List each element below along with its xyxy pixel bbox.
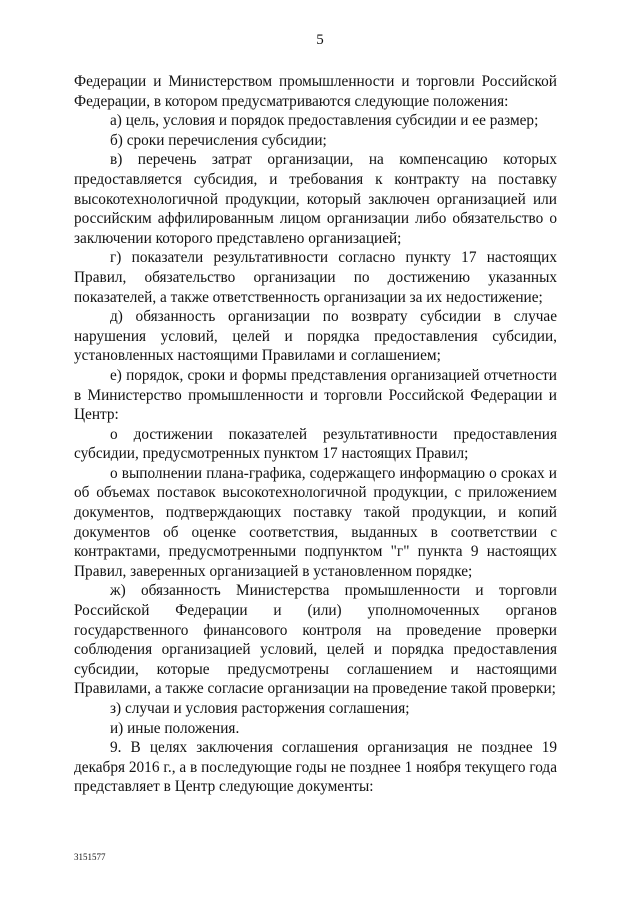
document-code: 3151577 <box>74 852 106 862</box>
paragraph: а) цель, условия и порядок предоставления субсидии и ее размер; <box>110 112 539 130</box>
paragraph: о выполнении плана-графика, содержащего информацию о сроках и об объемах поставок высокотехнологичной продукции, с приложением документов, подтверждающих поставку такой продукции, и копий документов об оценке соответствия, выданных в соответствии с контрактами, предусмотренными подпунктом "г" пункта 9 настоящих Правил, заверенных организацией в установленном порядке; <box>74 464 557 580</box>
paragraph: 9. В целях заключения соглашения организация не позднее 19 декабря 2016 г., а в последующие годы не позднее 1 ноября текущего года представляет в Центр следующие документы: <box>74 739 557 796</box>
document-body <box>74 72 557 797</box>
paragraph: в) перечень затрат организации, на компенсацию которых предоставляется субсидия, и требования к контракту на поставку высокотехнологичной продукции, который заключен организацией или российским аффилированным лицом организации либо обязательство о заключении которого представлено организацией; <box>74 151 557 247</box>
paragraph: г) показатели результативности согласно пункту 17 настоящих Правил, обязательство организации по достижению указанных показателей, а также ответственность организации за их недостижение; <box>74 249 557 306</box>
paragraph: ж) обязанность Министерства промышленности и торговли Российской Федерации и (или) уполномоченных органов государственного финансового контроля на проведение проверки соблюдения организацией условий, целей и порядка предоставления субсидии, которые предусмотрены соглашением и настоящими Правилами, а также согласие организации на проведение такой проверки; <box>74 582 557 698</box>
page-number: 5 <box>316 32 324 48</box>
paragraph: з) случаи и условия расторжения соглашения; <box>110 700 410 717</box>
paragraph: е) порядок, сроки и формы представления организацией отчетности в Министерство промышленности и торговли Российской Федерации и Центр: <box>74 366 557 424</box>
paragraph: Федерации и Министерством промышленности и торговли Российской Федерации, в котором предусматриваются следующие положения: <box>74 73 557 110</box>
paragraph: и) иные положения. <box>110 719 240 737</box>
paragraph: д) обязанность организации по возврату субсидии в случае нарушения условий, целей и порядка предоставления субсидии, установленных настоящими Правилами и соглашением; <box>74 308 557 365</box>
paragraph: о достижении показателей результативности предоставления субсидии, предусмотренных пунктом 17 настоящих Правил; <box>74 425 557 463</box>
paragraph: б) сроки перечисления субсидии; <box>110 131 327 149</box>
